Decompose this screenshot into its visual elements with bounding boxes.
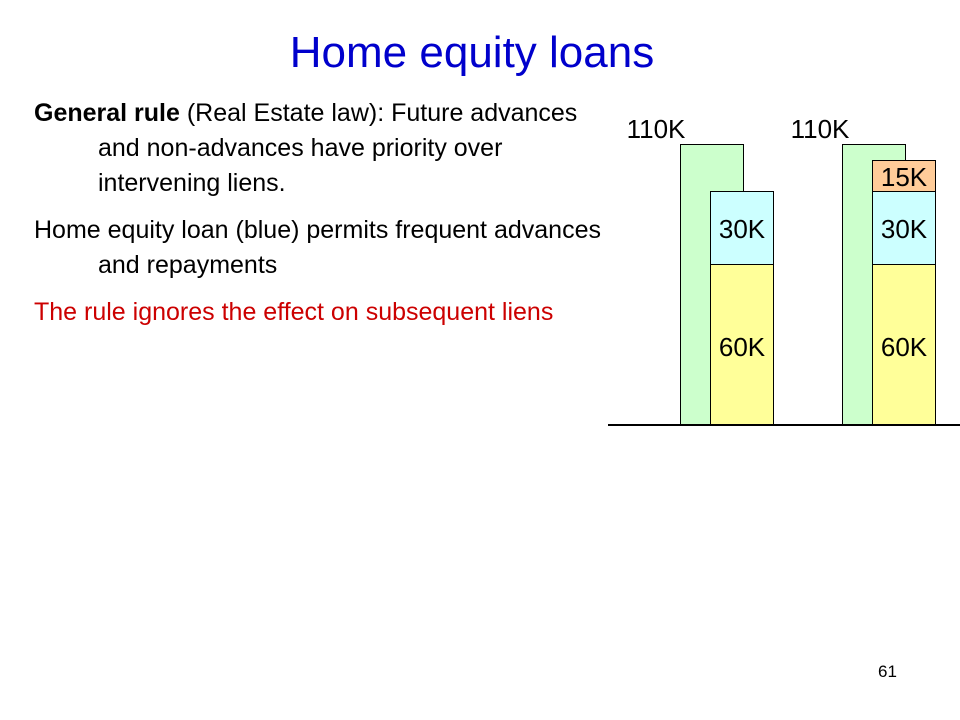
bullet-general-rule bbox=[34, 96, 619, 201]
lien-priority-diagram bbox=[600, 100, 960, 440]
bullet-bold-term: General rule bbox=[34, 99, 180, 127]
right-bottom-label: 60K bbox=[880, 332, 928, 362]
bullet-list bbox=[34, 96, 619, 342]
bullet-rule-ignores bbox=[34, 295, 619, 330]
left-bottom-label: 60K bbox=[718, 332, 766, 362]
baseline bbox=[608, 424, 960, 426]
left-mid-label: 30K bbox=[718, 214, 766, 244]
page-number: 61 bbox=[878, 662, 897, 681]
right-mid-label: 30K bbox=[880, 214, 928, 244]
slide-title: Home equity loans bbox=[289, 28, 655, 77]
bullet-home-equity bbox=[34, 213, 619, 283]
bullet-text: (Real Estate law): Future advances and non-advances have priority over intervening liens. bbox=[98, 99, 578, 197]
bullet-text: The rule ignores the effect on subsequent liens bbox=[34, 298, 554, 326]
left-top-label: 110K bbox=[626, 114, 686, 144]
right-top-label: 110K bbox=[790, 114, 850, 144]
right-extra-label: 15K bbox=[880, 162, 928, 192]
bullet-text: Home equity loan (blue) permits frequent advances and repayments bbox=[34, 216, 601, 279]
